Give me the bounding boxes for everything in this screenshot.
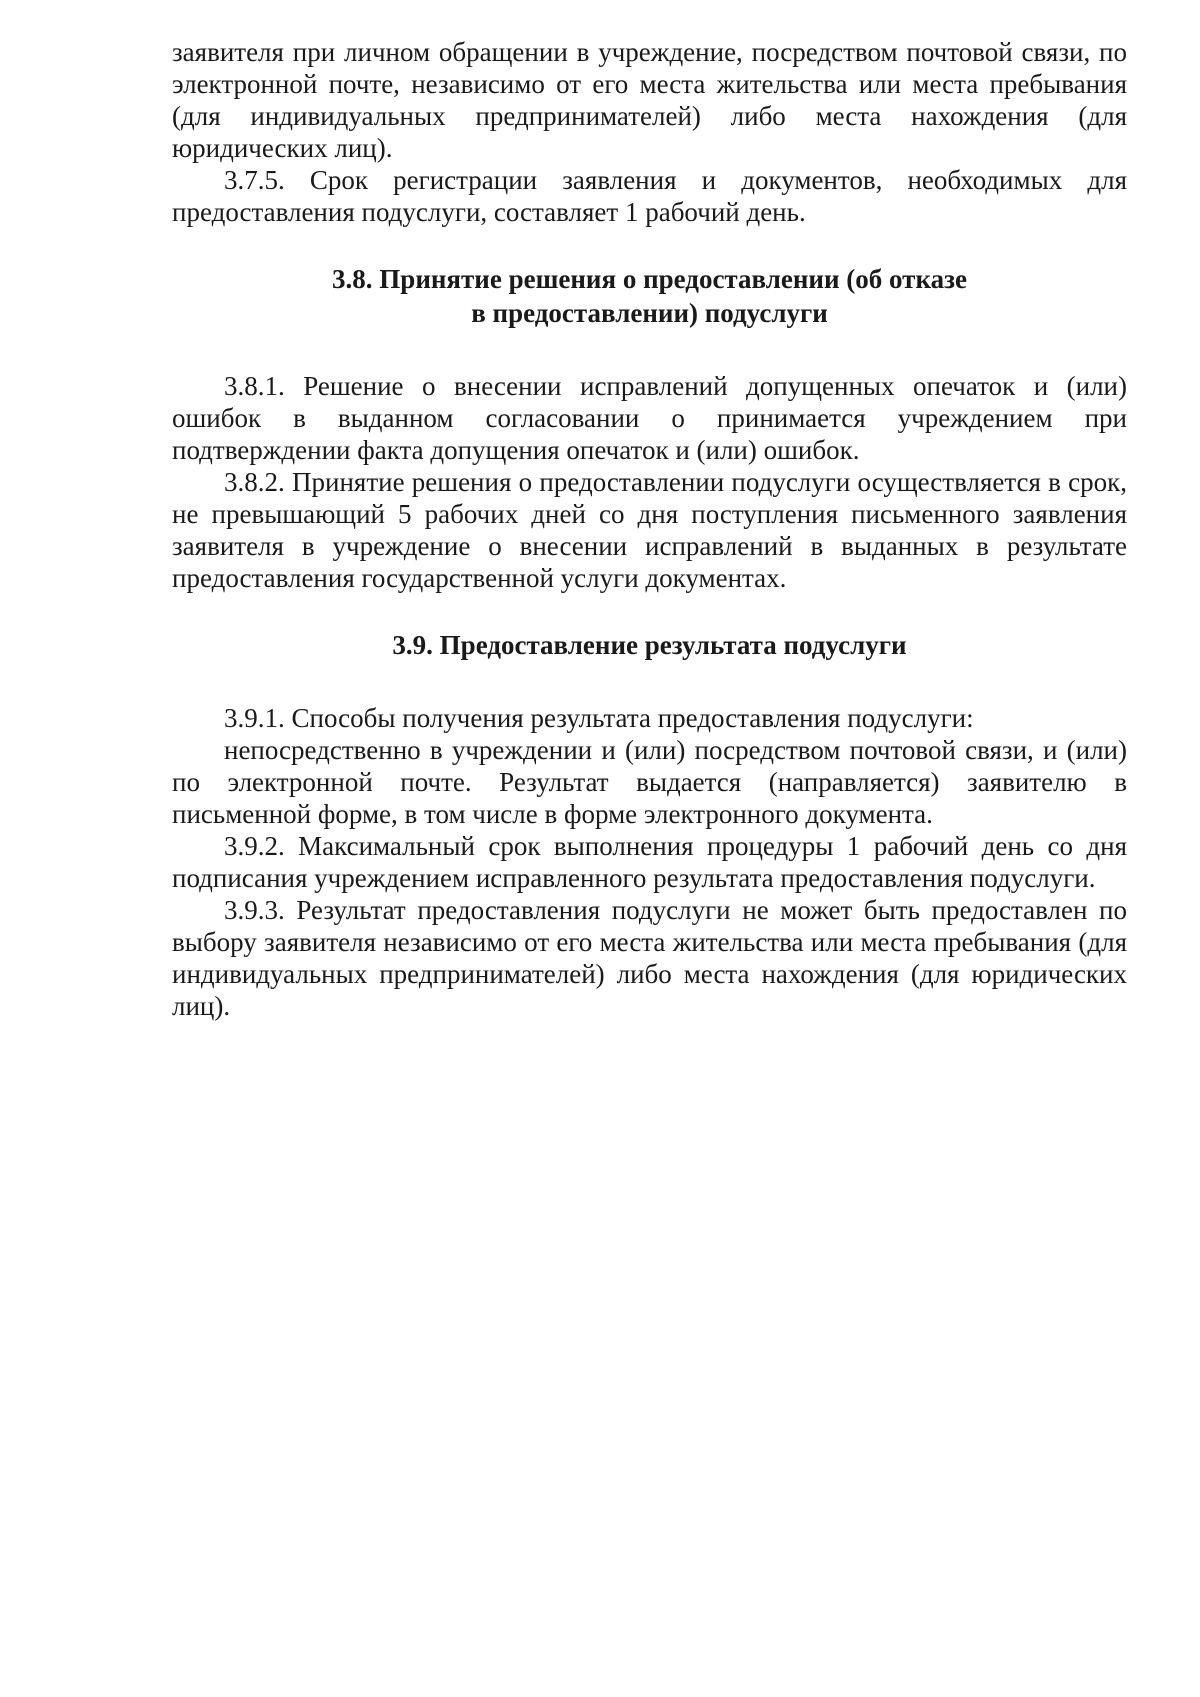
paragraph-3-7-5: 3.7.5. Срок регистрации заявления и документов, необходимых для предоставления подуслуги, составляет 1 рабочий день. — [172, 165, 1127, 227]
paragraph-3-9-2: 3.9.2. Максимальный срок выполнения процедуры 1 рабочий день со дня подписания учреждением исправленного результата предоставления подуслуги. — [172, 831, 1127, 893]
paragraph-3-9-3: 3.9.3. Результат предоставления подуслуги не может быть предоставлен по выбору заявителя независимо от его места жительства или места пребывания (для индивидуальных предпринимателей) либо места нахождения (для юридических лиц). — [172, 895, 1127, 1021]
section-heading-3-8-line1: 3.8. Принятие решения о предоставлении (об отказе — [332, 264, 967, 294]
paragraph-3-8-1: 3.8.1. Решение о внесении исправлений допущенных опечаток и (или) ошибок в выданном согласовании о принимается учреждением при подтверждении факта допущения опечаток и (или) ошибок. — [172, 371, 1127, 465]
section-heading-3-9 — [172, 628, 1127, 662]
section-heading-3-9-text: 3.9. Предоставление результата подуслуги — [392, 630, 907, 660]
paragraph-intro: заявителя при личном обращении в учреждение, посредством почтовой связи, по электронной почте, независимо от его места жительства или места пребывания (для индивидуальных предпринимателей) либо места нахождения (для юридических лиц). — [172, 37, 1127, 163]
section-heading-3-8 — [172, 262, 1127, 330]
document-body — [172, 36, 1127, 1022]
paragraph-3-8-2: 3.8.2. Принятие решения о предоставлении подуслуги осуществляется в срок, не превышающий 5 рабочих дней со дня поступления письменного заявления заявителя в учреждение о внесении исправлений в выданных в результате предоставления государственной услуги документах. — [172, 467, 1127, 593]
paragraph-3-9-1: 3.9.1. Способы получения результата предоставления подуслуги: — [224, 703, 974, 733]
paragraph-3-9-1-body: непосредственно в учреждении и (или) посредством почтовой связи, и (или) по электронной почте. Результат выдается (направляется) заявителю в письменной форме, в том числе в форме электронного документа. — [172, 735, 1127, 829]
section-heading-3-8-line2: в предоставлении) подуслуги — [471, 298, 828, 328]
